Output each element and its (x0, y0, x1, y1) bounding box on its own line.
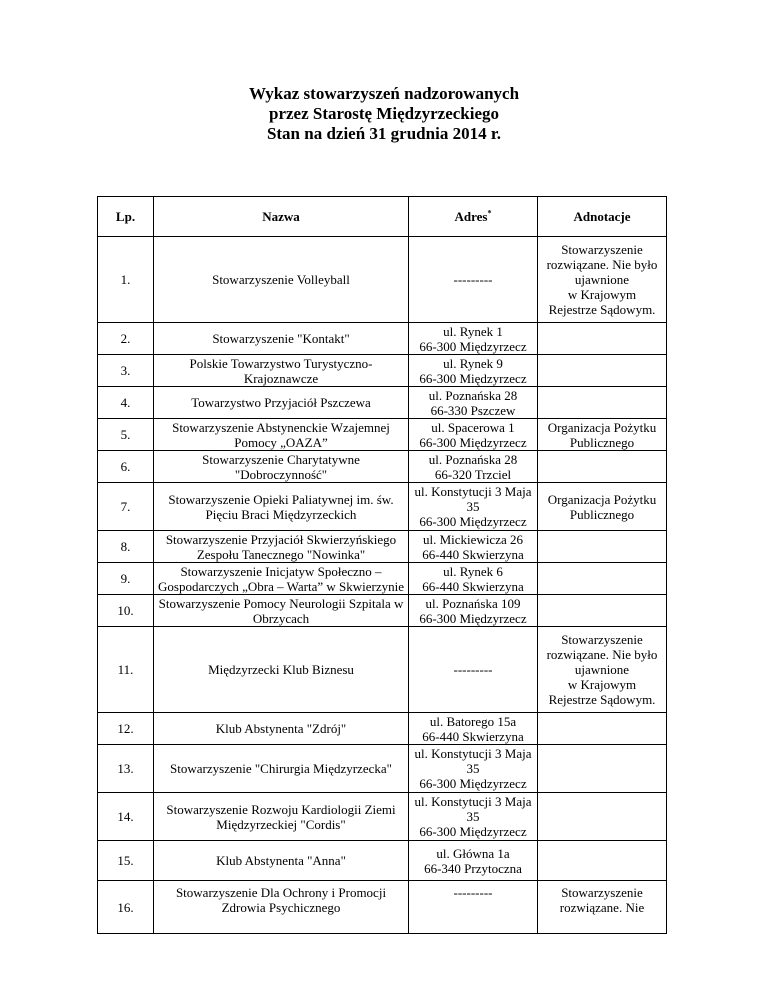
table-row (98, 323, 667, 355)
cell-adres (409, 451, 538, 483)
header-adres-label: Adres (454, 209, 488, 224)
cell-adnotacje-line: ujawnione (574, 662, 630, 677)
cell-nazwa-line: Międzyrzecki Klub Biznesu (208, 662, 354, 677)
cell-nazwa (154, 483, 409, 531)
cell-adnotacje-line: ujawnione (574, 272, 630, 287)
cell-adres (409, 713, 538, 745)
cell-adres (409, 595, 538, 627)
cell-adres (409, 745, 538, 793)
cell-adnotacje (538, 237, 667, 323)
cell-nazwa-line: Towarzystwo Przyjaciół Pszczewa (191, 395, 371, 410)
cell-adnotacje (538, 355, 667, 387)
footnote-marker: * (487, 208, 492, 218)
cell-adnotacje-line: Rejestrze Sądowym. (548, 302, 656, 317)
cell-adres-line: 66-440 Skwierzyna (422, 546, 524, 562)
cell-nazwa-line: Stowarzyszenie "Chirurgia Międzyrzecka" (170, 761, 392, 776)
cell-nazwa (154, 841, 409, 881)
cell-adnotacje-line: rozwiązane. Nie było (546, 257, 658, 272)
cell-adnotacje-line: Organizacja Pożytku (547, 491, 657, 507)
table-row (98, 627, 667, 713)
table-row (98, 841, 667, 881)
cell-nazwa (154, 713, 409, 745)
cell-adnotacje-line: w Krajowym (567, 287, 637, 302)
cell-nazwa (154, 563, 409, 595)
cell-nazwa (154, 627, 409, 713)
table-row (98, 595, 667, 627)
cell-adnotacje-line: Stowarzyszenie (561, 242, 643, 257)
cell-nazwa-line: Klub Abstynenta "Zdrój" (215, 721, 347, 736)
cell-nazwa-line: Stowarzyszenie Przyjaciół Skwierzyńskiego (165, 531, 397, 547)
cell-adres-line: ul. Główna 1a (436, 845, 510, 861)
cell-adnotacje-line: Rejestrze Sądowym. (548, 692, 656, 707)
cell-lp: 11. (98, 627, 154, 713)
cell-adres-line: ul. Batorego 15a (429, 713, 517, 729)
cell-adnotacje (538, 627, 667, 713)
cell-adres-line: 66-440 Skwierzyna (422, 728, 524, 744)
cell-adres-line: 66-300 Międzyrzecz (419, 610, 527, 626)
table-row (98, 563, 667, 595)
header-adnotacje: Adnotacje (538, 197, 667, 237)
cell-nazwa-line: Stowarzyszenie Pomocy Neurologii Szpitala w (158, 595, 404, 611)
cell-adnotacje-line: rozwiązane. Nie (559, 900, 645, 915)
cell-adres (409, 323, 538, 355)
cell-adnotacje (538, 419, 667, 451)
associations-table (97, 196, 667, 934)
cell-adres (409, 627, 538, 713)
cell-lp: 6. (98, 451, 154, 483)
cell-nazwa (154, 881, 409, 934)
cell-adnotacje (538, 713, 667, 745)
cell-adnotacje (538, 563, 667, 595)
cell-lp: 7. (98, 483, 154, 531)
cell-adnotacje (538, 531, 667, 563)
table-header-row (98, 197, 667, 237)
cell-adnotacje (538, 745, 667, 793)
cell-adres-line: 66-300 Międzyrzecz (419, 434, 527, 450)
header-nazwa: Nazwa (154, 197, 409, 237)
cell-nazwa-line: Międzyrzeckiej "Cordis" (216, 816, 346, 832)
cell-nazwa-line: Stowarzyszenie Inicjatyw Społeczno – (180, 563, 382, 579)
cell-adnotacje-line: Publicznego (569, 434, 635, 450)
table-row (98, 483, 667, 531)
cell-lp: 16. (98, 881, 154, 934)
cell-nazwa-line: Stowarzyszenie Rozwoju Kardiologii Ziemi (166, 801, 396, 817)
cell-nazwa-line: Zdrowia Psychicznego (221, 900, 341, 915)
cell-lp: 5. (98, 419, 154, 451)
cell-adres-line: ul. Rynek 9 (443, 355, 503, 371)
cell-nazwa (154, 531, 409, 563)
table-row (98, 793, 667, 841)
cell-adres (409, 531, 538, 563)
cell-nazwa-line: Stowarzyszenie Volleyball (212, 272, 350, 287)
cell-adnotacje-line: w Krajowym (567, 677, 637, 692)
cell-adres (409, 419, 538, 451)
cell-lp: 9. (98, 563, 154, 595)
cell-adres-line: ul. Poznańska 109 (425, 595, 521, 611)
cell-adres-line: 66-300 Międzyrzecz (419, 776, 527, 791)
cell-lp: 8. (98, 531, 154, 563)
header-lp: Lp. (98, 197, 154, 237)
cell-adnotacje (538, 483, 667, 531)
cell-adnotacje-line: Stowarzyszenie (561, 632, 643, 647)
cell-adnotacje (538, 451, 667, 483)
cell-adres (409, 841, 538, 881)
cell-adnotacje (538, 323, 667, 355)
cell-adnotacje (538, 387, 667, 419)
cell-nazwa (154, 451, 409, 483)
cell-adres-line: 66-330 Pszczew (430, 402, 516, 418)
table-row (98, 745, 667, 793)
cell-adres (409, 387, 538, 419)
table-row (98, 713, 667, 745)
cell-adres-line: ul. Konstytucji 3 Maja (414, 794, 532, 809)
cell-nazwa-line: Stowarzyszenie Dla Ochrony i Promocji (175, 885, 387, 900)
cell-nazwa-line: Polskie Towarzystwo Turystyczno- (189, 355, 373, 371)
cell-adres-line: 35 (466, 499, 480, 514)
cell-lp: 14. (98, 793, 154, 841)
cell-nazwa-line: Stowarzyszenie Charytatywne "Dobroczynność" (202, 451, 360, 482)
cell-nazwa (154, 595, 409, 627)
cell-nazwa (154, 419, 409, 451)
cell-nazwa (154, 387, 409, 419)
cell-adres-line: 66-300 Międzyrzecz (419, 514, 527, 529)
document-title (0, 84, 768, 144)
cell-adnotacje (538, 793, 667, 841)
cell-nazwa-line: Krajoznawcze (243, 370, 319, 386)
cell-adres-line: 35 (466, 809, 480, 824)
cell-adres-line: 35 (466, 761, 480, 776)
cell-nazwa-line: Stowarzyszenie Abstynenckie Wzajemnej (172, 419, 390, 435)
cell-nazwa-line: Pomocy „OAZA” (234, 434, 328, 450)
cell-nazwa-line: Gospodarczych „Obra – Warta” w Skwierzynie (158, 578, 404, 594)
cell-adres (409, 483, 538, 531)
cell-lp: 1. (98, 237, 154, 323)
cell-adres-line: 66-340 Przytoczna (424, 860, 522, 876)
cell-adnotacje-line: Stowarzyszenie (561, 885, 643, 900)
cell-lp: 2. (98, 323, 154, 355)
cell-lp: 12. (98, 713, 154, 745)
cell-nazwa (154, 793, 409, 841)
cell-lp: 3. (98, 355, 154, 387)
cell-nazwa-line: Obrzycach (252, 610, 310, 626)
cell-lp: 4. (98, 387, 154, 419)
cell-nazwa-line: Zespołu Tanecznego "Nowinka" (196, 546, 366, 562)
cell-nazwa-line: Klub Abstynenta "Anna" (216, 853, 346, 868)
cell-adnotacje (538, 595, 667, 627)
cell-adres-line: ul. Konstytucji 3 Maja (414, 746, 532, 761)
cell-adres-line: --------- (453, 662, 493, 677)
cell-nazwa (154, 237, 409, 323)
cell-adres-line: ul. Rynek 6 (443, 563, 503, 579)
cell-adres (409, 793, 538, 841)
table-row (98, 387, 667, 419)
cell-nazwa-line: Pięciu Braci Międzyrzeckich (205, 506, 357, 522)
title-line-2: przez Starostę Międzyrzeckiego (268, 104, 500, 123)
table-row (98, 237, 667, 323)
cell-lp: 13. (98, 745, 154, 793)
cell-adres-line: 66-300 Międzyrzecz (419, 338, 527, 354)
cell-adres-line: ul. Poznańska 28 (428, 451, 518, 467)
cell-nazwa (154, 745, 409, 793)
cell-adres (409, 881, 538, 934)
cell-adres (409, 355, 538, 387)
cell-adnotacje-line: rozwiązane. Nie było (546, 647, 658, 662)
cell-adres-line: ul. Mickiewicza 26 (423, 531, 523, 547)
cell-adres-line: --------- (453, 885, 493, 900)
cell-lp: 15. (98, 841, 154, 881)
cell-adnotacje-line: Publicznego (569, 506, 635, 522)
cell-nazwa (154, 323, 409, 355)
cell-adnotacje-line: Organizacja Pożytku (547, 419, 657, 435)
cell-adres (409, 563, 538, 595)
cell-adnotacje (538, 881, 667, 934)
title-line-1: Wykaz stowarzyszeń nadzorowanych (248, 84, 520, 103)
cell-adres-line: 66-320 Trzciel (434, 466, 512, 482)
cell-lp: 10. (98, 595, 154, 627)
cell-nazwa-line: Stowarzyszenie Opieki Paliatywnej im. św. (168, 491, 394, 507)
title-line-3: Stan na dzień 31 grudnia 2014 r. (266, 124, 502, 143)
cell-adres-line: ul. Rynek 1 (443, 323, 503, 339)
header-adres (409, 197, 538, 237)
cell-adnotacje (538, 841, 667, 881)
cell-adres-line: 66-440 Skwierzyna (422, 578, 524, 594)
cell-adres (409, 237, 538, 323)
cell-adres-line: ul. Konstytucji 3 Maja (414, 484, 532, 499)
cell-adres-line: ul. Poznańska 28 (428, 387, 518, 403)
table-row (98, 419, 667, 451)
cell-adres-line: --------- (453, 272, 493, 287)
cell-adres-line: ul. Spacerowa 1 (431, 419, 515, 435)
cell-adres-line: 66-300 Międzyrzecz (419, 370, 527, 386)
cell-adres-line: 66-300 Międzyrzecz (419, 824, 527, 839)
table-row (98, 531, 667, 563)
cell-nazwa (154, 355, 409, 387)
table-row (98, 881, 667, 934)
cell-nazwa-line: Stowarzyszenie "Kontakt" (212, 331, 350, 346)
table-row (98, 355, 667, 387)
table-row (98, 451, 667, 483)
